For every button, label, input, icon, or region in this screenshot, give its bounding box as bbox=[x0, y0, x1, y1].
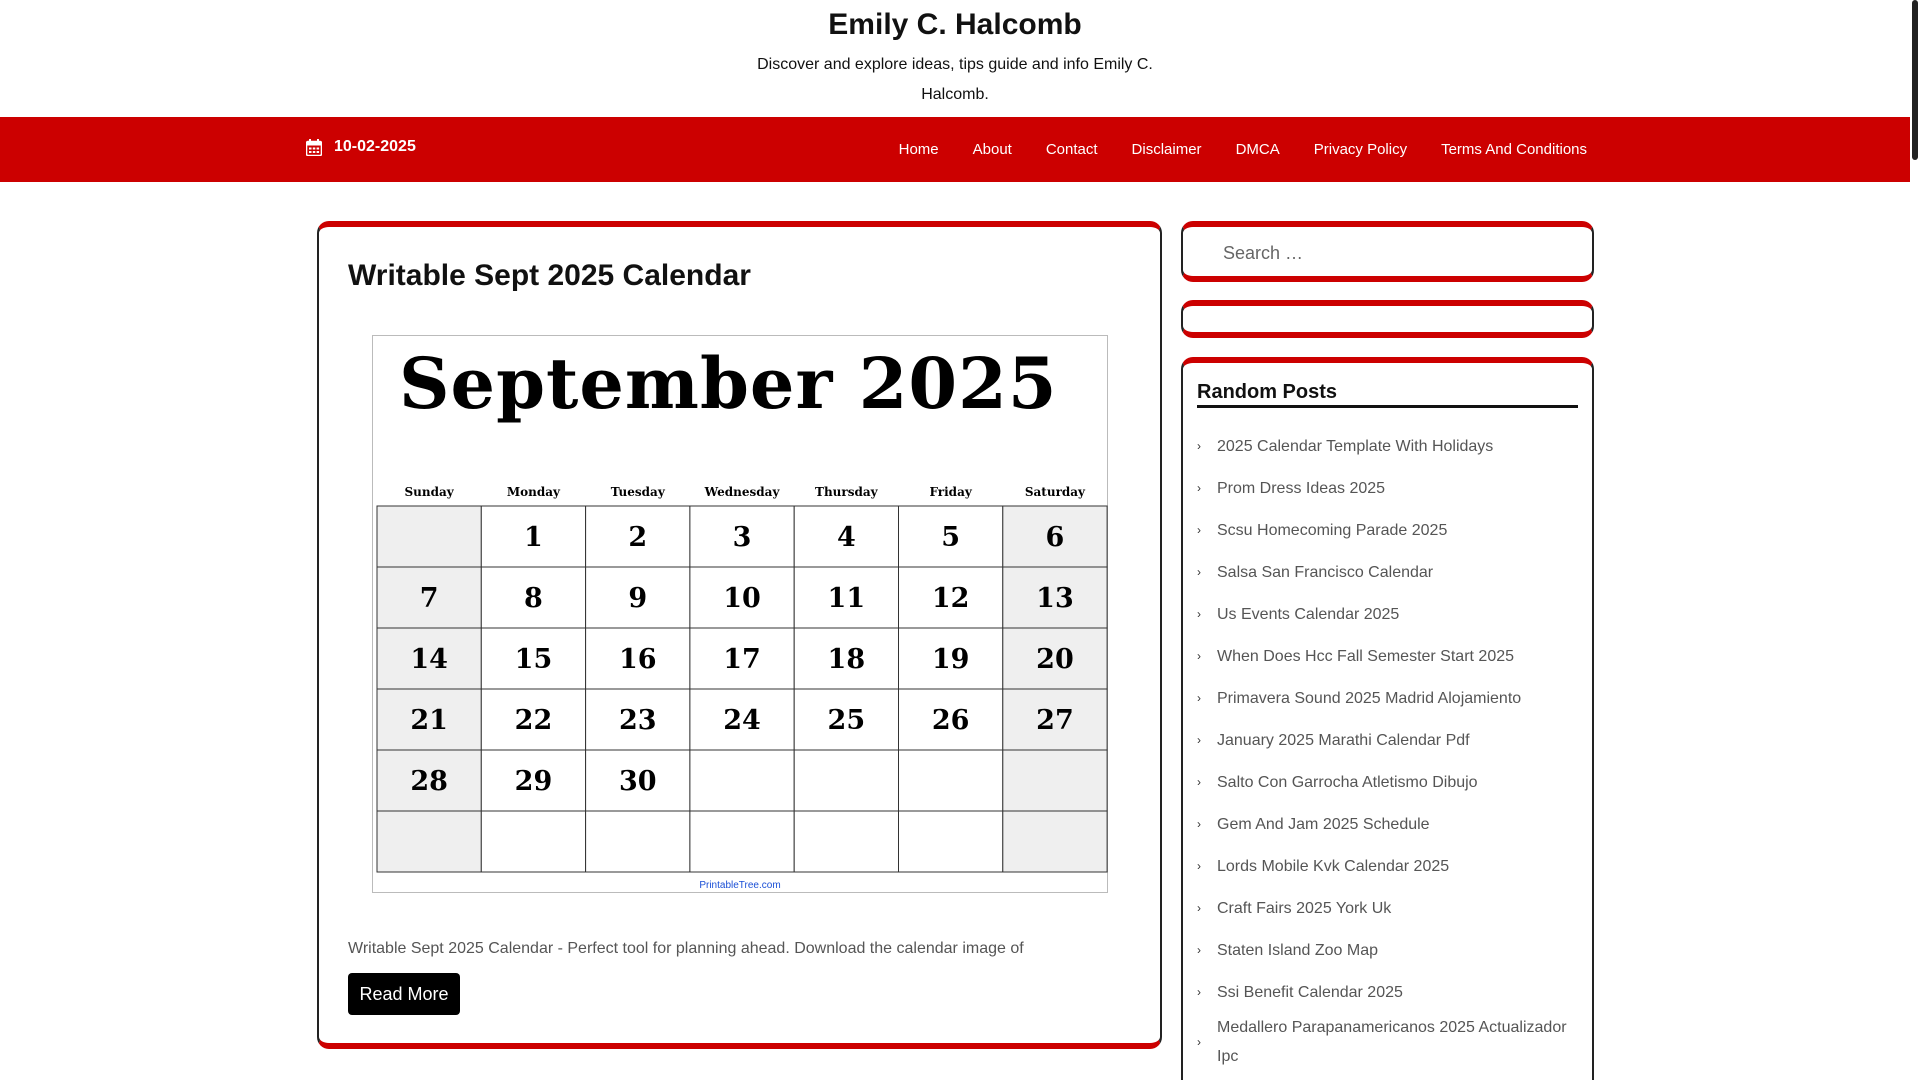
random-post-link[interactable]: Craft Fairs 2025 York Uk bbox=[1217, 899, 1392, 917]
nav-item-privacy-policy[interactable]: Privacy Policy bbox=[1313, 141, 1408, 158]
calendar-day-number: 7 bbox=[419, 583, 439, 614]
random-post-item[interactable] bbox=[1197, 677, 1578, 719]
random-posts-widget bbox=[1181, 357, 1594, 1080]
calendar-day-cell bbox=[690, 811, 794, 872]
calendar-day-number: 29 bbox=[514, 766, 553, 797]
random-post-link[interactable]: Prom Dress Ideas 2025 bbox=[1217, 479, 1386, 497]
random-post-link[interactable]: Scsu Homecoming Parade 2025 bbox=[1217, 521, 1448, 539]
random-post-item[interactable] bbox=[1197, 845, 1578, 887]
calendar-day-number: 2 bbox=[628, 522, 648, 553]
chevron-right-icon: › bbox=[1197, 900, 1201, 915]
calendar-day-number: 30 bbox=[618, 766, 657, 797]
calendar-day-number: 10 bbox=[723, 583, 761, 614]
calendar-day-number: 14 bbox=[410, 644, 448, 675]
calendar-day-number: 19 bbox=[931, 644, 970, 675]
chevron-right-icon: › bbox=[1197, 816, 1201, 831]
calendar-day-number: 23 bbox=[618, 705, 657, 736]
random-post-link[interactable]: Ssi Benefit Calendar 2025 bbox=[1217, 983, 1403, 1001]
random-post-link[interactable]: Gem And Jam 2025 Schedule bbox=[1217, 815, 1430, 833]
calendar-day-cell bbox=[794, 811, 898, 872]
random-post-link[interactable]: 2025 Calendar Template With Holidays bbox=[1217, 437, 1494, 455]
calendar-day-number: 11 bbox=[827, 583, 866, 614]
calendar-icon bbox=[306, 139, 322, 156]
random-post-item[interactable] bbox=[1197, 593, 1578, 635]
weekday-label: Monday bbox=[506, 485, 561, 499]
calendar-day-number: 18 bbox=[827, 644, 866, 675]
chevron-right-icon: › bbox=[1197, 522, 1201, 537]
calendar-day-cell bbox=[377, 811, 481, 872]
random-post-item[interactable] bbox=[1197, 509, 1578, 551]
calendar-day-number: 21 bbox=[410, 705, 448, 736]
random-post-item[interactable] bbox=[1197, 929, 1578, 971]
calendar-day-number: 9 bbox=[628, 583, 648, 614]
calendar-day-number: 22 bbox=[514, 705, 553, 736]
chevron-right-icon: › bbox=[1197, 942, 1201, 957]
calendar-day-number: 3 bbox=[732, 522, 752, 553]
calendar-day-number: 13 bbox=[1036, 583, 1074, 614]
nav-item-contact[interactable]: Contact bbox=[1045, 141, 1098, 158]
random-post-link[interactable]: Salto Con Garrocha Atletismo Dibujo bbox=[1217, 773, 1478, 791]
article-title[interactable]: Writable Sept 2025 Calendar bbox=[348, 259, 751, 292]
random-posts-list bbox=[1197, 425, 1578, 1071]
weekday-label: Tuesday bbox=[610, 485, 665, 499]
nav-item-about[interactable]: About bbox=[972, 141, 1012, 158]
empty-widget bbox=[1181, 300, 1594, 338]
random-post-link[interactable]: Salsa San Francisco Calendar bbox=[1217, 563, 1434, 581]
random-post-item[interactable] bbox=[1197, 971, 1578, 1013]
calendar-day-cell bbox=[794, 750, 898, 811]
random-post-link[interactable]: Lords Mobile Kvk Calendar 2025 bbox=[1217, 857, 1450, 875]
nav-item-home[interactable]: Home bbox=[898, 141, 939, 158]
chevron-right-icon: › bbox=[1197, 690, 1201, 705]
calendar-day-number: 25 bbox=[827, 705, 866, 736]
search-input[interactable] bbox=[1223, 235, 1563, 271]
weekday-label: Thursday bbox=[815, 485, 878, 499]
random-post-link[interactable]: Staten Island Zoo Map bbox=[1217, 941, 1378, 959]
calendar-day-number: 8 bbox=[524, 583, 543, 614]
calendar-day-cell bbox=[899, 750, 1003, 811]
chevron-right-icon: › bbox=[1197, 606, 1201, 621]
chevron-right-icon: › bbox=[1197, 480, 1201, 495]
calendar-day-number: 6 bbox=[1045, 522, 1065, 553]
main-navbar bbox=[0, 117, 1910, 182]
calendar-day-cell bbox=[1003, 750, 1107, 811]
nav-menu bbox=[865, 117, 1587, 182]
nav-item-dmca[interactable]: DMCA bbox=[1235, 141, 1280, 158]
random-post-link[interactable]: When Does Hcc Fall Semester Start 2025 bbox=[1217, 647, 1515, 665]
article-card bbox=[317, 221, 1162, 1049]
article-excerpt: Writable Sept 2025 Calendar - Perfect tool for planning ahead. Download the calendar image of bbox=[348, 940, 1024, 957]
random-post-item[interactable] bbox=[1197, 1013, 1578, 1071]
calendar-grid bbox=[373, 336, 1109, 894]
site-description: Discover and explore ideas, tips guide and info Emily C. Halcomb. bbox=[757, 56, 1153, 103]
weekday-label: Saturday bbox=[1024, 485, 1086, 499]
calendar-day-cell bbox=[481, 811, 585, 872]
random-posts-title: Random Posts bbox=[1197, 381, 1578, 408]
random-post-item[interactable] bbox=[1197, 425, 1578, 467]
random-post-item[interactable] bbox=[1197, 551, 1578, 593]
calendar-day-cell bbox=[377, 506, 481, 567]
random-post-item[interactable] bbox=[1197, 761, 1578, 803]
chevron-right-icon: › bbox=[1197, 732, 1201, 747]
calendar-day-number: 28 bbox=[410, 766, 448, 797]
site-header bbox=[0, 0, 1910, 117]
calendar-day-number: 4 bbox=[836, 522, 856, 553]
calendar-day-number: 16 bbox=[618, 644, 657, 675]
chevron-right-icon: › bbox=[1197, 1034, 1201, 1049]
random-post-item[interactable] bbox=[1197, 635, 1578, 677]
chevron-right-icon: › bbox=[1197, 858, 1201, 873]
search-widget bbox=[1181, 221, 1594, 282]
chevron-right-icon: › bbox=[1197, 564, 1201, 579]
calendar-day-number: 5 bbox=[941, 522, 961, 553]
random-post-item[interactable] bbox=[1197, 887, 1578, 929]
read-more-button[interactable]: Read More bbox=[348, 973, 460, 1015]
chevron-right-icon: › bbox=[1197, 984, 1201, 999]
random-post-link[interactable]: January 2025 Marathi Calendar Pdf bbox=[1217, 731, 1470, 749]
calendar-month-title: September 2025 bbox=[399, 342, 1058, 425]
random-post-item[interactable] bbox=[1197, 803, 1578, 845]
chevron-right-icon: › bbox=[1197, 774, 1201, 789]
nav-item-disclaimer[interactable]: Disclaimer bbox=[1131, 141, 1202, 158]
calendar-day-number: 27 bbox=[1036, 705, 1074, 736]
chevron-right-icon: › bbox=[1197, 438, 1201, 453]
chevron-right-icon: › bbox=[1197, 648, 1201, 663]
calendar-image[interactable] bbox=[372, 335, 1108, 893]
scrollbar-thumb[interactable] bbox=[1912, 0, 1918, 160]
calendar-day-number: 1 bbox=[524, 522, 543, 553]
nav-item-terms[interactable]: Terms And Conditions bbox=[1441, 141, 1587, 158]
calendar-day-cell bbox=[586, 811, 690, 872]
random-post-link[interactable]: Us Events Calendar 2025 bbox=[1217, 605, 1400, 623]
current-date-text: 10-02-2025 bbox=[334, 138, 416, 155]
calendar-day-number: 12 bbox=[931, 583, 970, 614]
calendar-day-cell bbox=[1003, 811, 1107, 872]
random-post-item[interactable] bbox=[1197, 719, 1578, 761]
weekday-label: Sunday bbox=[404, 485, 454, 499]
calendar-day-number: 26 bbox=[931, 705, 970, 736]
calendar-day-number: 24 bbox=[723, 705, 761, 736]
site-title[interactable]: Emily C. Halcomb bbox=[828, 8, 1082, 41]
current-date bbox=[306, 138, 416, 156]
calendar-day-number: 15 bbox=[514, 644, 553, 675]
calendar-credit: PrintableTree.com bbox=[699, 880, 781, 891]
random-post-item[interactable] bbox=[1197, 467, 1578, 509]
weekday-label: Friday bbox=[929, 485, 972, 499]
page-scrollbar[interactable] bbox=[1910, 0, 1920, 1080]
random-post-link[interactable]: Medallero Parapanamericanos 2025 Actualizador Ipc bbox=[1217, 1019, 1567, 1065]
calendar-day-cell bbox=[690, 750, 794, 811]
calendar-day-number: 20 bbox=[1036, 644, 1074, 675]
calendar-day-number: 17 bbox=[723, 644, 761, 675]
weekday-label: Wednesday bbox=[704, 485, 780, 499]
calendar-day-cell bbox=[899, 811, 1003, 872]
random-post-link[interactable]: Primavera Sound 2025 Madrid Alojamiento bbox=[1217, 689, 1522, 707]
